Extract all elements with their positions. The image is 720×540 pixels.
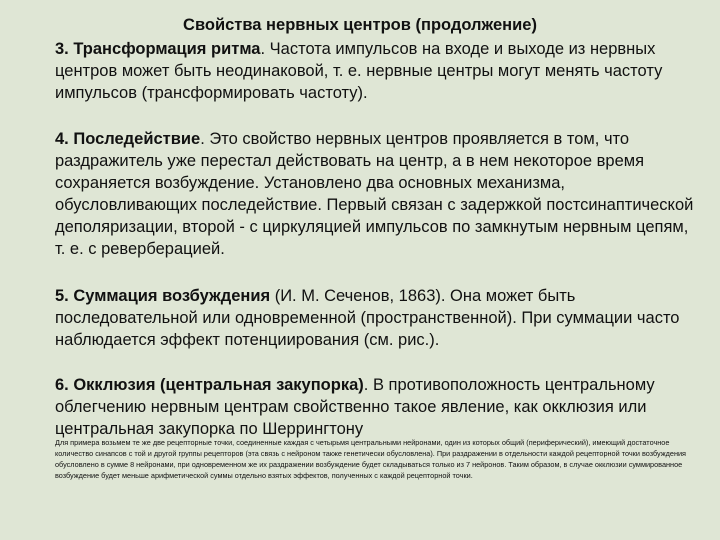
slide-title: Свойства нервных центров (продолжение) [183,16,537,34]
paragraph-heading: 6. Окклюзия (центральная закупорка) [55,376,364,394]
footnote: Для примера возьмем те же две рецепторные точки, соединенные каждая с четырьмя центральными нейронами, один из которых общий (периферический), имеющий достаточное количество синапсов с той и другой группы рецепторов (эта связь с нейроном также генетически обусловлена). При раздражении в отдельности каждой рецепторной точки возбуждения обусловлено в сумме 8 нейронами, при одновременном же их раздражении возбуждение будет складываться только из 7 нейронов. Таким образом, в случае окклюзии суммированное возбуждение будет меньше арифметической суммы отдельно взятых эффектов, полученных с каждой рецепторной точки. [55,438,687,480]
paragraph-occlusion [55,374,695,440]
paragraph-summation [55,285,695,351]
paragraph-text: . Это свойство нервных центров проявляется в том, что раздражитель уже перестал действовать на центр, а в нем некоторое время сохраняется возбуждение. Установлено два основных механизма, обусловливающих последействие. Первый связан с задержкой постсинаптической деполяризации, второй - с циркуляцией импульсов по замкнутым нервным цепям, т. е. с реверберацией. [55,130,694,258]
paragraph-heading: 5. Суммация возбуждения [55,287,271,305]
paragraph-rhythm-transformation [55,38,695,104]
paragraph-heading: 3. Трансформация ритма [55,40,261,58]
paragraph-text: (И. М. Сеченов, 1863). Она может быть последовательной или одновременной (пространственной). При суммации часто наблюдается эффект потенциирования (см. рис.). [55,287,680,349]
paragraph-aftereffect [55,128,695,260]
paragraph-text: . В противоположность центральному облегчению нервным центрам свойственно такое явление, как окклюзия или центральная закупорка по Шеррингтону [55,376,655,438]
paragraph-text: . Частота импульсов на входе и выходе из нервных центров может быть неодинаковой, т. е. нервные центры могут менять частоту импульсов (трансформировать частоту). [55,40,663,102]
paragraph-heading: 4. Последействие [55,130,201,148]
